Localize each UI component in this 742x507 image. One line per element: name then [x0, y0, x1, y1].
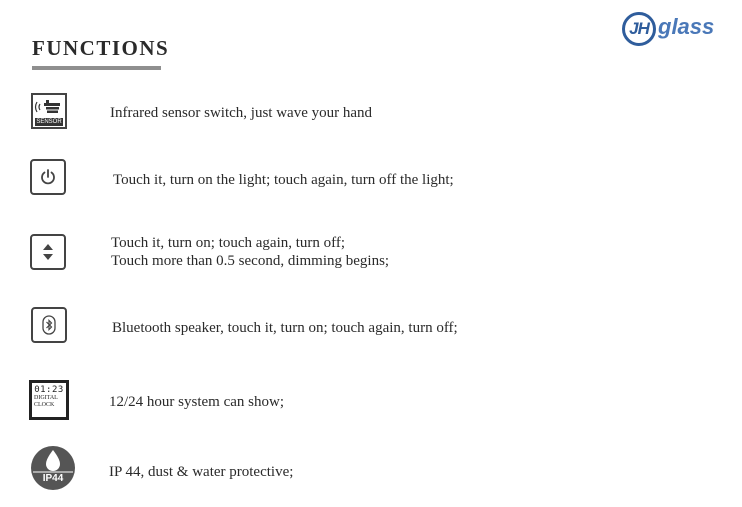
function-text: Touch it, turn on; touch again, turn off;: [111, 235, 346, 251]
function-text: IP 44, dust & water protective;: [109, 464, 294, 480]
function-text: 12/24 hour system can show;: [109, 394, 284, 410]
power-icon: [30, 159, 66, 195]
sensor-icon-label: SENSOR: [36, 119, 62, 125]
brand-logo: [622, 10, 722, 50]
title-underline: [32, 66, 161, 70]
ip44-icon: [31, 446, 75, 490]
digital-clock-icon: [29, 380, 69, 420]
logo-text: glass: [658, 14, 715, 39]
logo-mark: JH: [622, 12, 656, 46]
ip44-icon-label: IP44: [42, 473, 64, 484]
function-text: Bluetooth speaker, touch it, turn on; touch again, turn off;: [112, 320, 458, 336]
function-text: Touch it, turn on the light; touch again, turn off the light;: [113, 172, 454, 188]
clock-icon-time: 01:23: [34, 385, 64, 395]
function-item-ip44: [0, 446, 742, 490]
bluetooth-icon: [31, 307, 67, 343]
clock-icon-label-2: CLOCK: [34, 402, 55, 408]
sensor-icon: [31, 93, 67, 129]
function-text: Infrared sensor switch, just wave your hand: [110, 105, 373, 121]
dimmer-icon: [30, 234, 66, 270]
function-text: Touch more than 0.5 second, dimming begins;: [111, 253, 390, 269]
page-title: FUNCTIONS: [32, 36, 170, 60]
clock-icon-label-1: DIGITAL: [34, 395, 58, 401]
